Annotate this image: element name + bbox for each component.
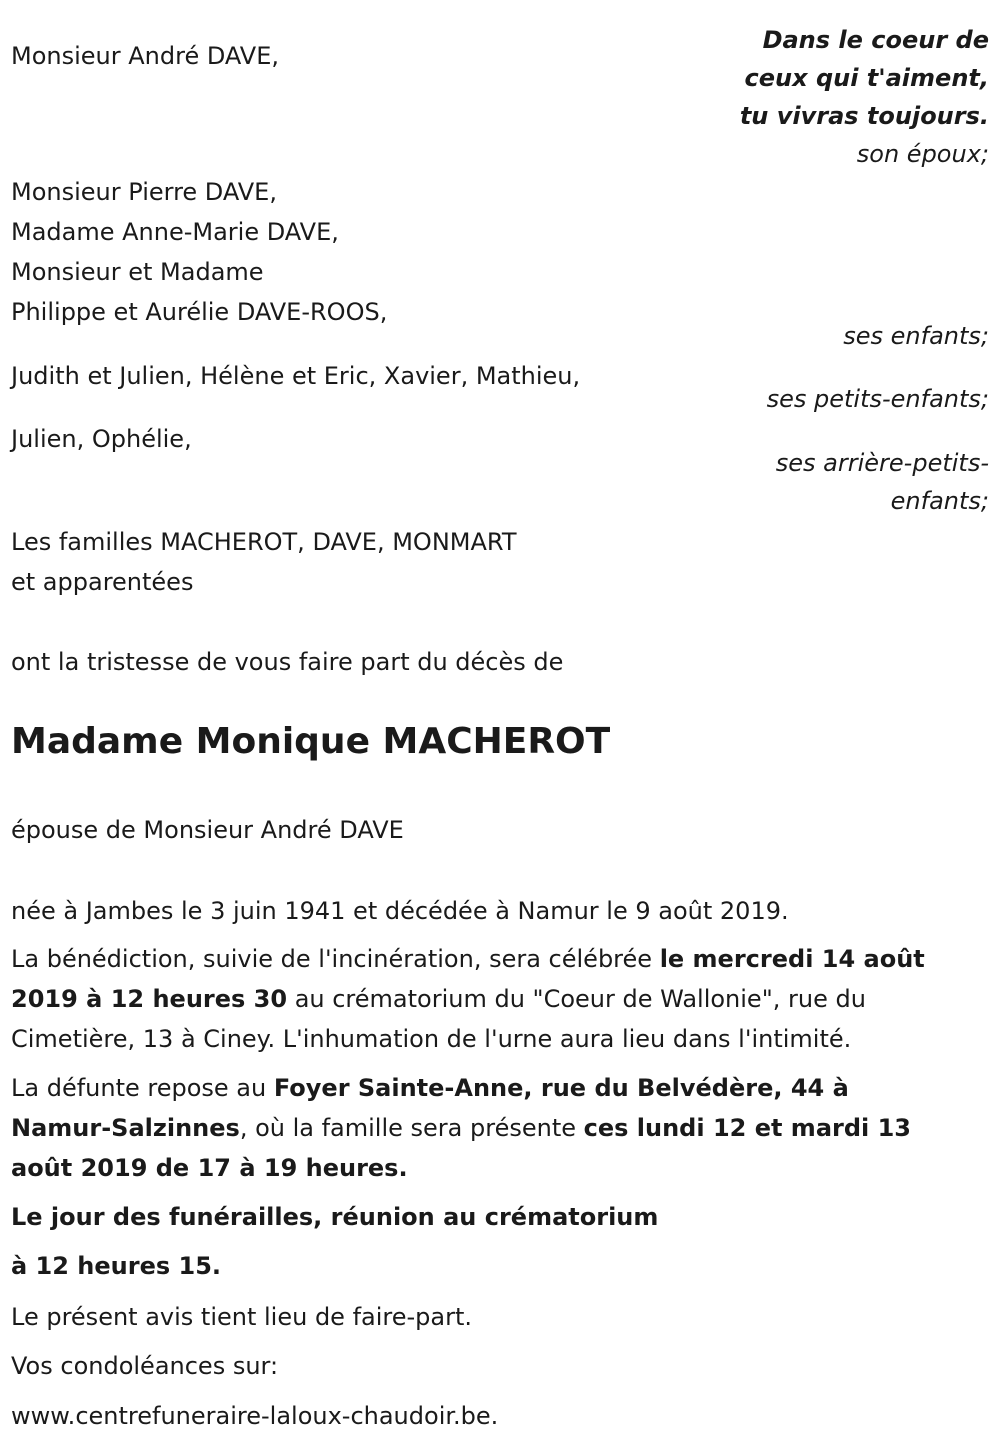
ceremony-paragraph — [11, 939, 991, 1059]
spouse-name: Monsieur André DAVE, — [11, 42, 279, 70]
deceased-name: Madame Monique MACHEROT — [11, 721, 611, 762]
gathering-time: à 12 heures 15. — [11, 1252, 222, 1280]
child-name: Philippe et Aurélie DAVE-ROOS, — [11, 298, 388, 326]
visitation-location: Namur-Salzinnes — [11, 1114, 240, 1142]
child-name: Monsieur Pierre DAVE, — [11, 178, 277, 206]
memorial-quote-line: ceux qui t'aiment, — [744, 64, 989, 92]
relation-children: ses enfants; — [843, 322, 989, 350]
relation-spouse: son époux; — [856, 140, 989, 168]
relation-great-grandchildren: ses arrière-petits- — [775, 449, 989, 477]
condolences-label: Vos condoléances sur: — [11, 1352, 279, 1380]
memorial-quote-line: tu vivras toujours. — [739, 102, 989, 130]
visitation-text: , où la famille sera présente — [239, 1114, 584, 1142]
grandchildren-names: Judith et Julien, Hélène et Eric, Xavier, Mathieu, — [11, 362, 581, 390]
visitation-location: Foyer Sainte-Anne, rue du Belvédère, 44 à — [273, 1074, 849, 1102]
visitation-hours: août 2019 de 17 à 19 heures. — [11, 1154, 408, 1182]
families-line: et apparentées — [11, 568, 194, 596]
announcement-intro: ont la tristesse de vous faire part du décès de — [11, 648, 564, 676]
birth-death-dates: née à Jambes le 3 juin 1941 et décédée à Namur le 9 août 2019. — [11, 897, 789, 925]
ceremony-date: le mercredi 14 août — [659, 945, 925, 973]
ceremony-text: Cimetière, 13 à Ciney. L'inhumation de l'urne aura lieu dans l'intimité. — [11, 1025, 852, 1053]
ceremony-time: 2019 à 12 heures 30 — [11, 985, 288, 1013]
child-name: Monsieur et Madame — [11, 258, 264, 286]
visitation-paragraph — [11, 1068, 991, 1188]
visitation-text: La défunte repose au — [11, 1074, 274, 1102]
gathering-line: Le jour des funérailles, réunion au crématorium — [11, 1203, 659, 1231]
relation-great-grandchildren: enfants; — [890, 487, 989, 515]
website-link[interactable]: www.centrefuneraire-laloux-chaudoir.be. — [11, 1402, 499, 1430]
ceremony-text: La bénédiction, suivie de l'incinération, sera célébrée — [11, 945, 660, 973]
child-name: Madame Anne-Marie DAVE, — [11, 218, 339, 246]
great-grandchildren-names: Julien, Ophélie, — [11, 425, 192, 453]
visitation-dates: ces lundi 12 et mardi 13 — [583, 1114, 912, 1142]
memorial-quote-line: Dans le coeur de — [762, 26, 989, 54]
relation-grandchildren: ses petits-enfants; — [766, 385, 989, 413]
spouse-of: épouse de Monsieur André DAVE — [11, 816, 404, 844]
families-line: Les familles MACHEROT, DAVE, MONMART — [11, 528, 517, 556]
notice-text: Le présent avis tient lieu de faire-part. — [11, 1303, 473, 1331]
ceremony-text: au crématorium du "Coeur de Wallonie", rue du — [287, 985, 866, 1013]
